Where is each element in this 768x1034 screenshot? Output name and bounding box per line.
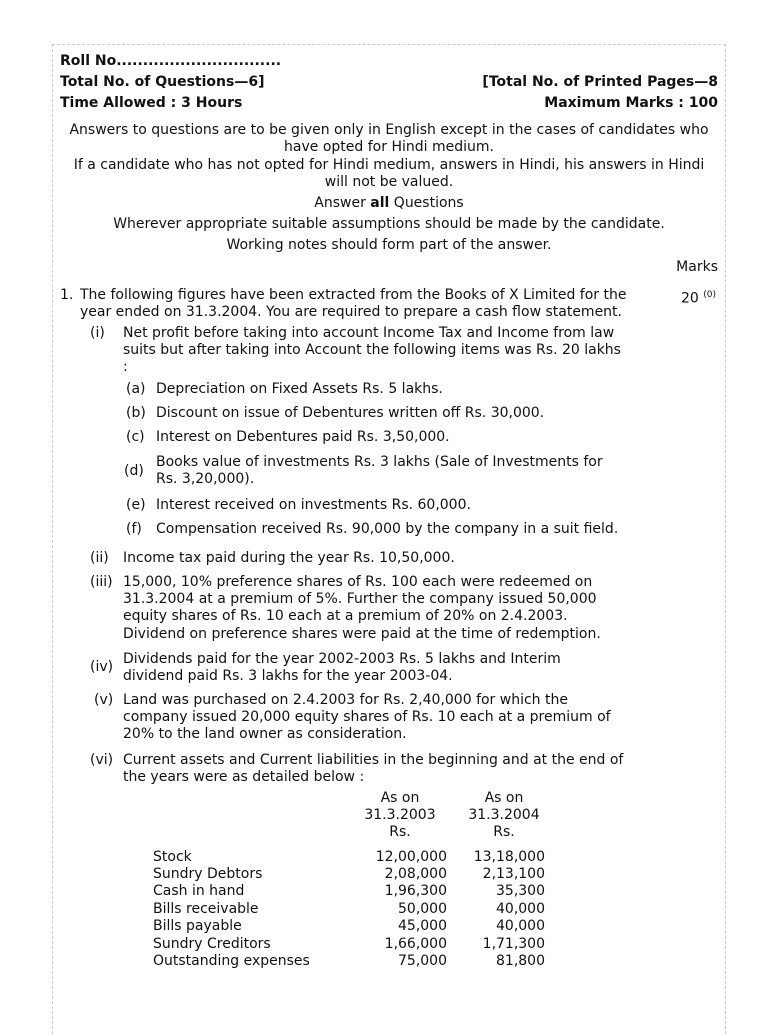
time-allowed: Time Allowed : 3 Hours: [60, 95, 243, 111]
subitem-number: (a): [126, 381, 146, 397]
value-2003: 1,66,000: [384, 936, 447, 952]
value-2003: 2,08,000: [384, 866, 447, 882]
item-text: company issued 20,000 equity shares of Rs. 10 each at a premium of: [123, 709, 611, 725]
column-header: 31.3.2003: [364, 807, 436, 823]
item-text: 31.3.2004 at a premium of 5%. Further the company issued 50,000: [123, 591, 597, 607]
column-header: As on: [380, 790, 420, 806]
row-label: Bills payable: [153, 918, 242, 934]
column-header: 31.3.2004: [468, 807, 540, 823]
subitem-number: (f): [126, 521, 142, 537]
question-number: 1.: [60, 287, 74, 303]
row-label: Sundry Debtors: [153, 866, 263, 882]
item-text: Land was purchased on 2.4.2003 for Rs. 2,40,000 for which the: [123, 692, 568, 708]
subitem-text: Interest received on investments Rs. 60,000.: [156, 497, 471, 513]
item-text: 15,000, 10% preference shares of Rs. 100 each were redeemed on: [123, 574, 593, 590]
instruction-line: have opted for Hindi medium.: [284, 139, 494, 155]
subitem-text: Discount on issue of Debentures written off Rs. 30,000.: [156, 405, 545, 421]
total-pages: [Total No. of Printed Pages—8: [482, 74, 718, 90]
row-label: Stock: [153, 849, 192, 865]
value-2003: 75,000: [398, 953, 447, 969]
value-2004: 2,13,100: [482, 866, 545, 882]
column-header: As on: [484, 790, 524, 806]
item-number: (i): [90, 325, 105, 341]
marks-label: Marks: [676, 259, 718, 275]
item-text: Income tax paid during the year Rs. 10,50,000.: [123, 550, 455, 566]
item-text: equity shares of Rs. 10 each at a premium of 20% on 2.4.2003.: [123, 608, 568, 624]
item-text: :: [123, 359, 128, 375]
value-2003: 45,000: [398, 918, 447, 934]
subitem-text: Compensation received Rs. 90,000 by the company in a suit field.: [156, 521, 619, 537]
subitem-text: Books value of investments Rs. 3 lakhs (Sale of Investments for: [156, 454, 603, 470]
value-2004: 40,000: [496, 901, 545, 917]
question-marks: 20 $^{(0)}$: [681, 290, 717, 307]
item-text: Dividends paid for the year 2002-2003 Rs. 5 lakhs and Interim: [123, 651, 561, 667]
item-text: dividend paid Rs. 3 lakhs for the year 2003-04.: [123, 668, 453, 684]
answer-all-line: Answer all Questions: [314, 195, 464, 211]
subitem-number: (b): [126, 405, 146, 421]
value-2004: 13,18,000: [473, 849, 545, 865]
row-label: Cash in hand: [153, 883, 245, 899]
value-2003: 1,96,300: [384, 883, 447, 899]
column-header: Rs.: [389, 824, 411, 840]
subitem-text: Rs. 3,20,000).: [156, 471, 255, 487]
value-2004: 81,800: [496, 953, 545, 969]
value-2004: 35,300: [496, 883, 545, 899]
value-2003: 12,00,000: [375, 849, 447, 865]
question-text: year ended on 31.3.2004. You are required to prepare a cash flow statement.: [80, 304, 622, 320]
item-text: Current assets and Current liabilities in the beginning and at the end of: [123, 752, 624, 768]
item-text: suits but after taking into Account the following items was Rs. 20 lakhs: [123, 342, 621, 358]
subitem-text: Depreciation on Fixed Assets Rs. 5 lakhs.: [156, 381, 443, 397]
value-2004: 1,71,300: [482, 936, 545, 952]
value-2003: 50,000: [398, 901, 447, 917]
question-text: The following figures have been extracted from the Books of X Limited for the: [80, 287, 627, 303]
column-header: Rs.: [493, 824, 515, 840]
row-label: Outstanding expenses: [153, 953, 310, 969]
maximum-marks: Maximum Marks : 100: [544, 95, 718, 111]
assumptions-line: Wherever appropriate suitable assumptions should be made by the candidate.: [113, 216, 665, 232]
row-label: Bills receivable: [153, 901, 259, 917]
roll-number: Roll No...............................: [60, 53, 282, 69]
subitem-number: (e): [126, 497, 146, 513]
instruction-line: will not be valued.: [324, 174, 454, 190]
working-notes-line: Working notes should form part of the answer.: [226, 237, 552, 253]
item-text: Dividend on preference shares were paid at the time of redemption.: [123, 626, 601, 642]
item-text: the years were as detailed below :: [123, 769, 365, 785]
current-assets-liabilities-table: [153, 790, 553, 980]
instruction-line: If a candidate who has not opted for Hindi medium, answers in Hindi, his answers in Hindi: [73, 157, 705, 173]
item-number: (iv): [90, 659, 114, 675]
value-2004: 40,000: [496, 918, 545, 934]
instruction-line: Answers to questions are to be given only in English except in the cases of candidates who: [69, 122, 709, 138]
subitem-text: Interest on Debentures paid Rs. 3,50,000.: [156, 429, 450, 445]
item-number: (vi): [90, 752, 114, 768]
item-number: (iii): [90, 574, 113, 590]
item-number: (v): [94, 692, 114, 708]
subitem-number: (c): [126, 429, 145, 445]
row-label: Sundry Creditors: [153, 936, 271, 952]
subitem-number: (d): [124, 463, 144, 479]
item-text: Net profit before taking into account Income Tax and Income from law: [123, 325, 615, 341]
item-text: 20% to the land owner as consideration.: [123, 726, 407, 742]
total-questions: Total No. of Questions—6]: [60, 74, 265, 90]
item-number: (ii): [90, 550, 109, 566]
